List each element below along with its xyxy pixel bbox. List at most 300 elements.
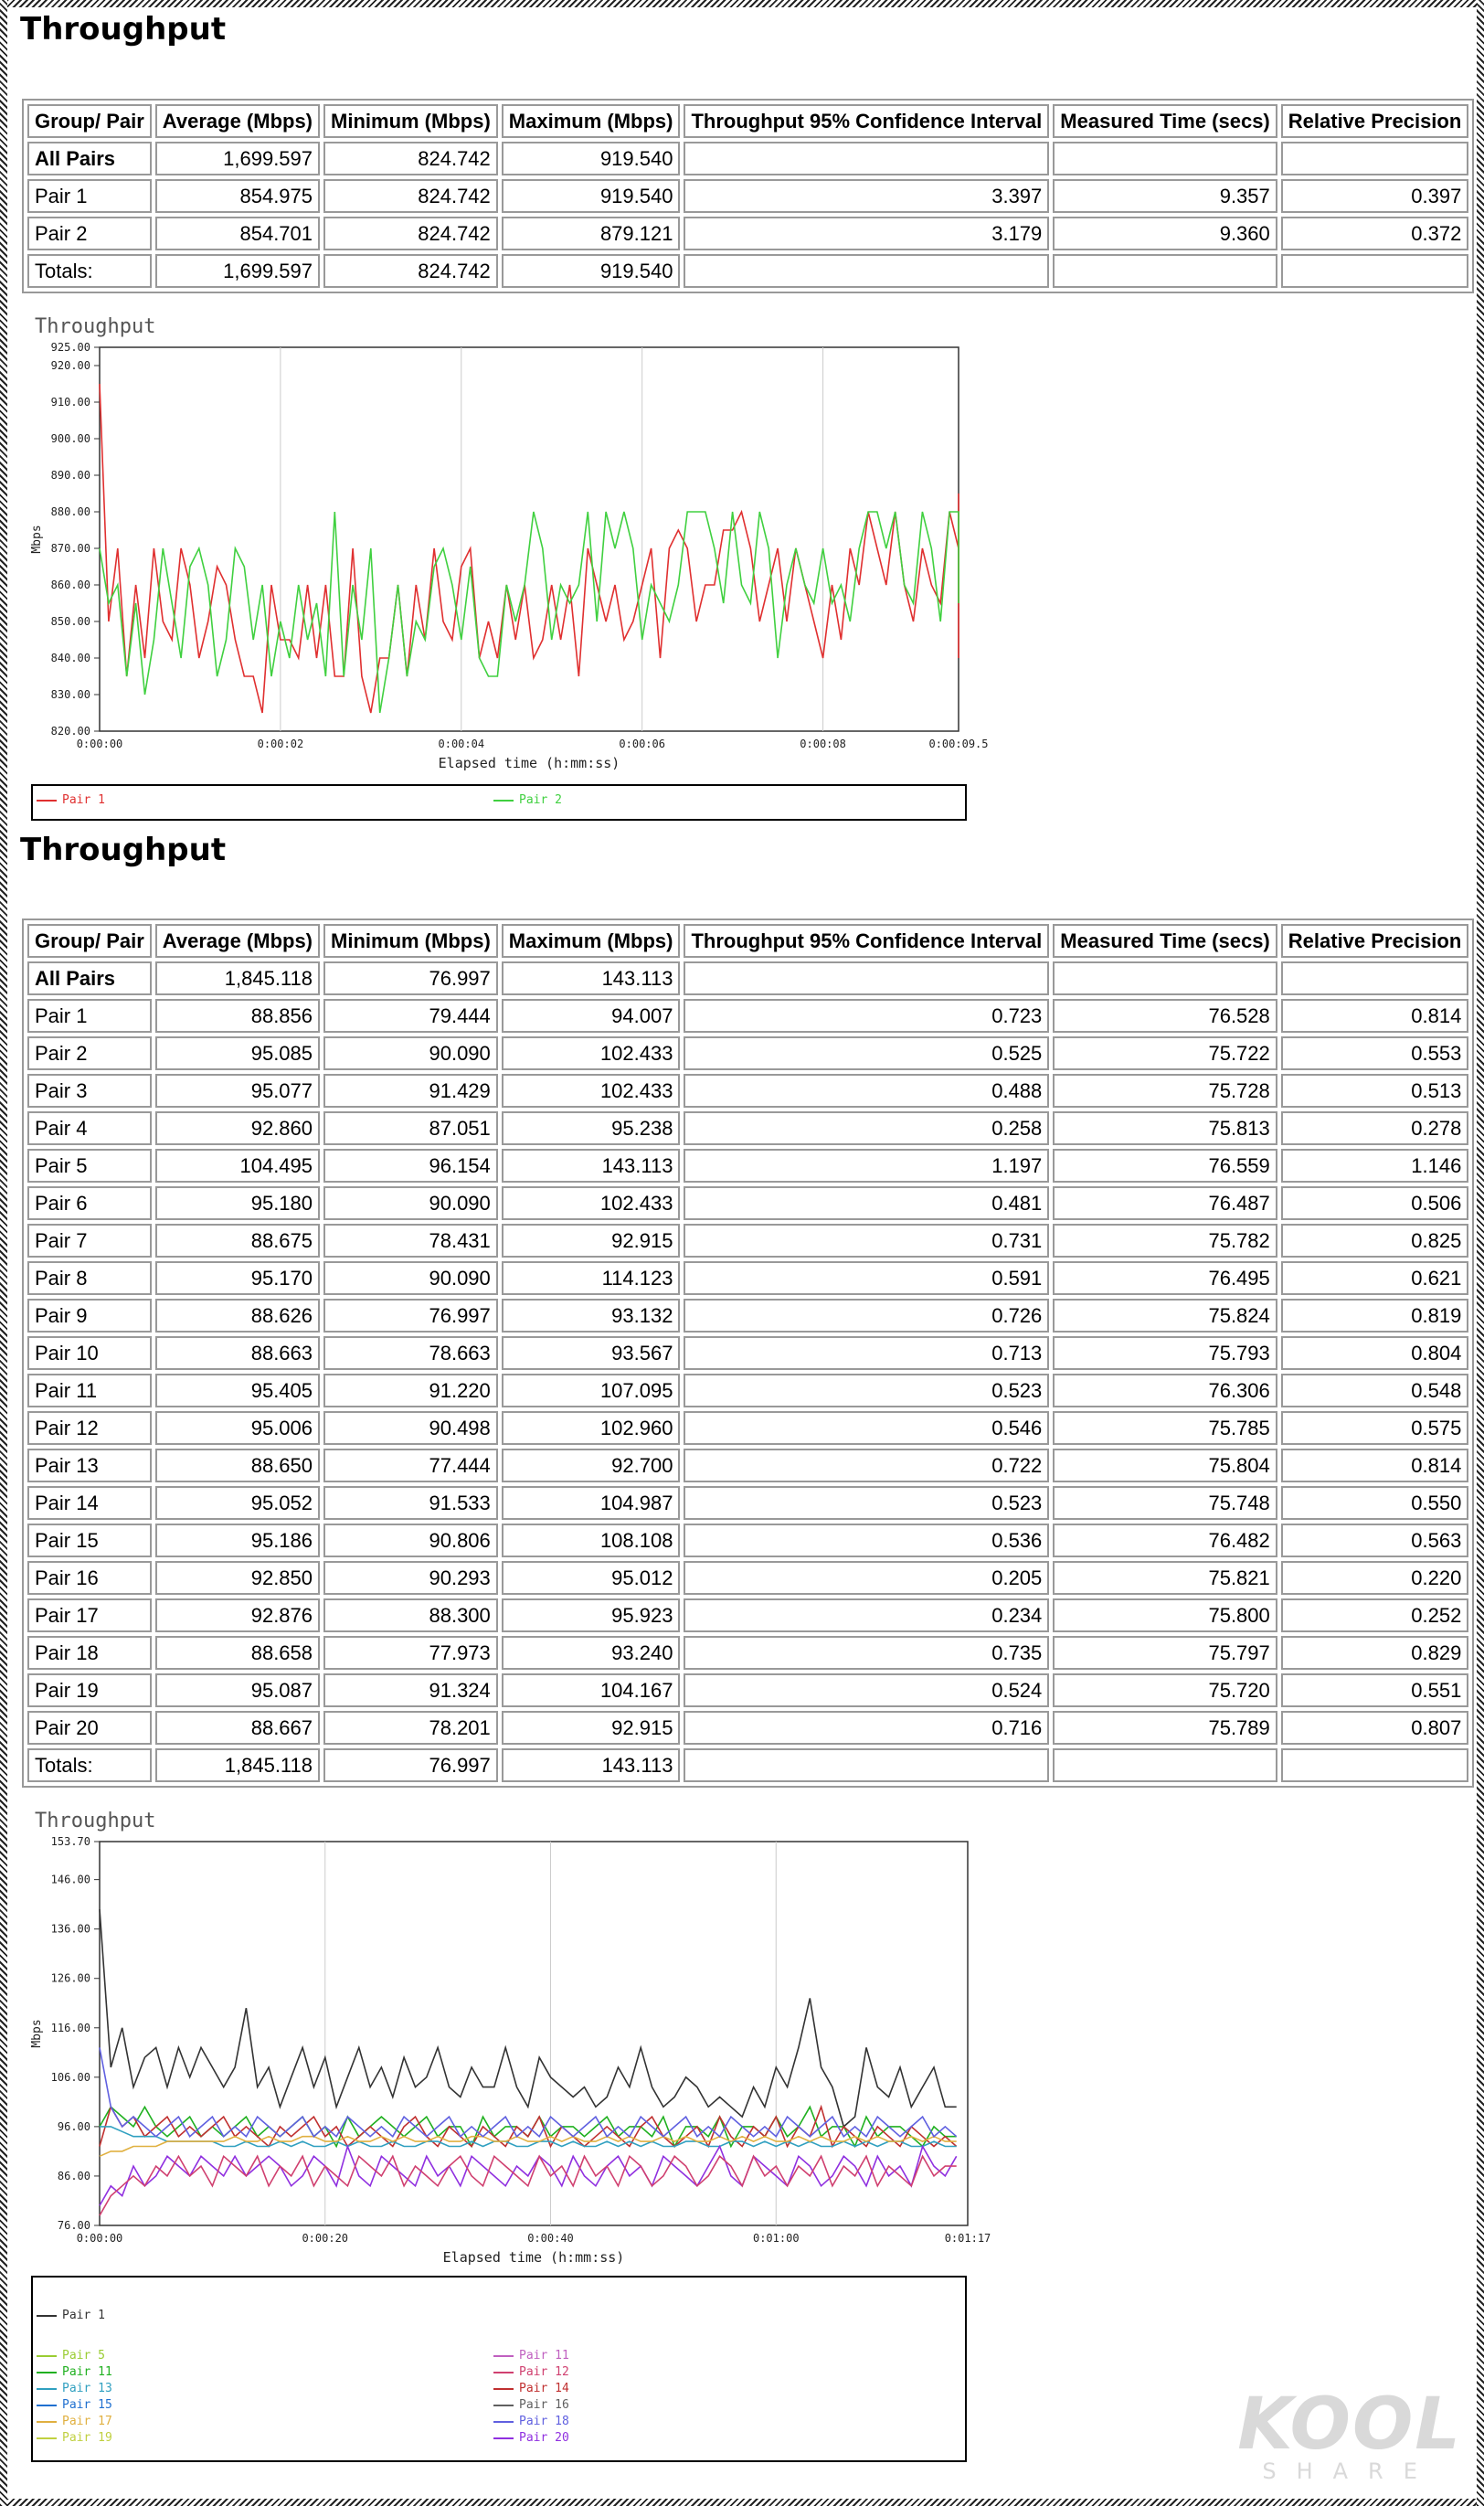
table-cell: Pair 16 xyxy=(27,1561,152,1595)
x-tick-label: 0:00:20 xyxy=(302,2232,349,2245)
table-row xyxy=(27,1186,1468,1220)
legend-label: Pair 11 xyxy=(62,2365,112,2379)
y-tick-label: 920.00 xyxy=(50,359,90,372)
table-cell: 93.240 xyxy=(502,1636,681,1670)
y-tick-label: 900.00 xyxy=(50,432,90,445)
table-cell: 0.553 xyxy=(1281,1036,1469,1070)
legend-swatch xyxy=(493,2421,514,2423)
column-header: Relative Precision xyxy=(1281,104,1469,138)
x-tick-label: 0:00:09.5 xyxy=(928,738,989,750)
x-tick-label: 0:01:00 xyxy=(752,2232,800,2245)
table-cell: 104.495 xyxy=(155,1149,320,1183)
table-row xyxy=(27,1036,1468,1070)
y-tick-label: 116.00 xyxy=(50,2021,90,2034)
table-header-row xyxy=(27,924,1468,958)
legend-swatch xyxy=(493,2355,514,2357)
table-cell: 92.876 xyxy=(155,1598,320,1632)
table-cell: 104.167 xyxy=(502,1673,681,1707)
table-cell: 75.793 xyxy=(1053,1336,1277,1370)
legend-item xyxy=(37,2431,112,2445)
y-tick-label: 146.00 xyxy=(50,1873,90,1886)
legend-item xyxy=(37,2349,105,2363)
table-cell: 75.813 xyxy=(1053,1111,1277,1145)
table-cell: 93.567 xyxy=(502,1336,681,1370)
x-tick-label: 0:00:00 xyxy=(76,2232,123,2245)
table-cell: 0.723 xyxy=(684,999,1049,1033)
column-header: Group/ Pair xyxy=(27,104,152,138)
table-cell: 0.814 xyxy=(1281,1449,1469,1482)
table-cell xyxy=(1053,142,1277,175)
table-cell: 0.575 xyxy=(1281,1411,1469,1445)
legend-label: Pair 15 xyxy=(62,2398,112,2412)
table-cell: Totals: xyxy=(27,1748,152,1782)
table-cell: Pair 19 xyxy=(27,1673,152,1707)
column-header: Measured Time (secs) xyxy=(1053,924,1277,958)
table-row xyxy=(27,1336,1468,1370)
table-cell: 102.433 xyxy=(502,1036,681,1070)
table-cell: 0.524 xyxy=(684,1673,1049,1707)
table-body xyxy=(27,961,1468,1782)
table-cell: 919.540 xyxy=(502,179,681,213)
table-cell: 0.726 xyxy=(684,1299,1049,1333)
legend-item xyxy=(493,2398,569,2412)
table-cell: 95.923 xyxy=(502,1598,681,1632)
chart-1-legend xyxy=(31,784,967,821)
table-cell: Pair 10 xyxy=(27,1336,152,1370)
x-tick-label: 0:00:06 xyxy=(619,738,665,750)
table-cell: 0.713 xyxy=(684,1336,1049,1370)
y-tick-label: 820.00 xyxy=(50,725,90,738)
table-cell: 76.559 xyxy=(1053,1149,1277,1183)
table-cell: 95.186 xyxy=(155,1524,320,1557)
table-cell: 0.548 xyxy=(1281,1374,1469,1407)
legend-label: Pair 5 xyxy=(62,2349,105,2363)
table-cell: 0.481 xyxy=(684,1186,1049,1220)
table-cell: 88.650 xyxy=(155,1449,320,1482)
table-cell: 1.146 xyxy=(1281,1149,1469,1183)
table-cell: 92.915 xyxy=(502,1711,681,1745)
table-cell: 92.700 xyxy=(502,1449,681,1482)
watermark-brand: KOOL xyxy=(1237,2384,1462,2466)
x-tick-label: 0:00:02 xyxy=(257,738,304,750)
table-cell: 0.722 xyxy=(684,1449,1049,1482)
table-cell: 0.591 xyxy=(684,1261,1049,1295)
table-cell: 3.179 xyxy=(684,217,1049,250)
table-cell: 0.825 xyxy=(1281,1224,1469,1258)
table-cell: Pair 18 xyxy=(27,1636,152,1670)
table-cell: 854.975 xyxy=(155,179,320,213)
table-cell xyxy=(1281,254,1469,288)
legend-swatch xyxy=(493,2405,514,2406)
legend-swatch xyxy=(37,2388,57,2390)
legend-item xyxy=(493,2431,569,2445)
section-1-title: Throughput xyxy=(20,11,227,48)
table-cell: 1,845.118 xyxy=(155,1748,320,1782)
table-cell: 95.238 xyxy=(502,1111,681,1145)
table-cell xyxy=(684,961,1049,995)
table-row xyxy=(27,1711,1468,1745)
table-cell xyxy=(1053,254,1277,288)
x-tick-label: 0:00:40 xyxy=(527,2232,574,2245)
y-tick-label: 925.00 xyxy=(50,341,90,354)
table-cell: Pair 5 xyxy=(27,1149,152,1183)
legend-item xyxy=(493,2365,569,2379)
legend-item xyxy=(37,793,105,807)
legend-swatch xyxy=(493,800,514,802)
table-cell: 90.090 xyxy=(323,1261,498,1295)
table-cell: Pair 7 xyxy=(27,1224,152,1258)
table-cell: 90.090 xyxy=(323,1186,498,1220)
table-cell: 854.701 xyxy=(155,217,320,250)
table-row xyxy=(27,179,1468,213)
legend-label: Pair 19 xyxy=(62,2431,112,2445)
table-cell: 95.405 xyxy=(155,1374,320,1407)
table-cell: 0.523 xyxy=(684,1486,1049,1520)
table-cell: 87.051 xyxy=(323,1111,498,1145)
column-header: Group/ Pair xyxy=(27,924,152,958)
table-cell: 90.293 xyxy=(323,1561,498,1595)
table-cell: 0.513 xyxy=(1281,1074,1469,1108)
table-cell: 76.997 xyxy=(323,1299,498,1333)
table-cell: 919.540 xyxy=(502,254,681,288)
table-cell: 88.675 xyxy=(155,1224,320,1258)
x-axis-label: Elapsed time (h:mm:ss) xyxy=(442,2249,625,2266)
table-cell xyxy=(1053,961,1277,995)
legend-item xyxy=(493,2382,569,2395)
table-cell: 104.987 xyxy=(502,1486,681,1520)
table-cell: 79.444 xyxy=(323,999,498,1033)
table-cell: 76.495 xyxy=(1053,1261,1277,1295)
legend-label: Pair 20 xyxy=(519,2431,569,2445)
table-cell: All Pairs xyxy=(27,142,152,175)
table-cell: 0.621 xyxy=(1281,1261,1469,1295)
table-cell: 0.829 xyxy=(1281,1636,1469,1670)
table-cell: 91.324 xyxy=(323,1673,498,1707)
table-cell: Pair 9 xyxy=(27,1299,152,1333)
column-header: Average (Mbps) xyxy=(155,924,320,958)
table-cell: 0.234 xyxy=(684,1598,1049,1632)
table-cell xyxy=(1053,1748,1277,1782)
y-tick-label: 153.70 xyxy=(50,1835,90,1848)
table-cell: 91.533 xyxy=(323,1486,498,1520)
table-cell: Pair 13 xyxy=(27,1449,152,1482)
table-cell: 88.667 xyxy=(155,1711,320,1745)
table-cell: 0.814 xyxy=(1281,999,1469,1033)
legend-label: Pair 13 xyxy=(62,2382,112,2395)
table-cell: 95.087 xyxy=(155,1673,320,1707)
chart-1 xyxy=(22,311,1000,786)
x-tick-label: 0:00:04 xyxy=(438,738,485,750)
table-row xyxy=(27,999,1468,1033)
table-cell: 95.052 xyxy=(155,1486,320,1520)
frame-top-border xyxy=(0,0,1484,7)
table-row xyxy=(27,1411,1468,1445)
legend-item xyxy=(37,2415,112,2428)
table-cell: 75.782 xyxy=(1053,1224,1277,1258)
table-row xyxy=(27,1299,1468,1333)
table-cell: 0.523 xyxy=(684,1374,1049,1407)
table-cell: 143.113 xyxy=(502,1748,681,1782)
table-cell: 102.433 xyxy=(502,1186,681,1220)
chart-2-legend xyxy=(31,2276,967,2462)
table-cell: Pair 2 xyxy=(27,217,152,250)
column-header: Relative Precision xyxy=(1281,924,1469,958)
chart-title: Throughput xyxy=(35,315,156,338)
legend-label: Pair 11 xyxy=(519,2349,569,2363)
table-row xyxy=(27,1224,1468,1258)
table-cell: 75.804 xyxy=(1053,1449,1277,1482)
table-row xyxy=(27,961,1468,995)
y-axis-label: Mbps xyxy=(30,2019,44,2048)
column-header: Throughput 95% Confidence Interval xyxy=(684,924,1049,958)
watermark-logo xyxy=(1237,2384,1462,2484)
table-cell: 77.444 xyxy=(323,1449,498,1482)
legend-swatch xyxy=(37,2372,57,2373)
table-cell: 0.372 xyxy=(1281,217,1469,250)
table-cell: 0.804 xyxy=(1281,1336,1469,1370)
table-row xyxy=(27,1636,1468,1670)
table-cell: 75.748 xyxy=(1053,1486,1277,1520)
legend-item xyxy=(493,2349,569,2363)
table-cell xyxy=(684,142,1049,175)
table-cell xyxy=(684,1748,1049,1782)
table-cell: 102.960 xyxy=(502,1411,681,1445)
table-cell: 0.551 xyxy=(1281,1673,1469,1707)
y-tick-label: 850.00 xyxy=(50,615,90,628)
table-row xyxy=(27,1111,1468,1145)
table-cell: 75.821 xyxy=(1053,1561,1277,1595)
legend-swatch xyxy=(37,2437,57,2439)
table-cell: Pair 4 xyxy=(27,1111,152,1145)
table-cell: 76.528 xyxy=(1053,999,1277,1033)
table-cell: 95.012 xyxy=(502,1561,681,1595)
table-cell: 90.806 xyxy=(323,1524,498,1557)
legend-item xyxy=(37,2309,105,2322)
table-cell: Pair 15 xyxy=(27,1524,152,1557)
table-cell: 93.132 xyxy=(502,1299,681,1333)
table-cell: 91.429 xyxy=(323,1074,498,1108)
y-tick-label: 910.00 xyxy=(50,396,90,409)
legend-swatch xyxy=(493,2388,514,2390)
table-cell: 9.360 xyxy=(1053,217,1277,250)
table-row xyxy=(27,1598,1468,1632)
table-cell: Pair 2 xyxy=(27,1036,152,1070)
table-cell: 92.860 xyxy=(155,1111,320,1145)
table-cell: Pair 1 xyxy=(27,999,152,1033)
table-cell: 76.306 xyxy=(1053,1374,1277,1407)
legend-swatch xyxy=(493,2437,514,2439)
table-cell: 108.108 xyxy=(502,1524,681,1557)
legend-label: Pair 1 xyxy=(62,2309,105,2322)
table-cell: 78.431 xyxy=(323,1224,498,1258)
plot-area xyxy=(100,347,959,731)
table-cell: 102.433 xyxy=(502,1074,681,1108)
table-cell: 0.205 xyxy=(684,1561,1049,1595)
table-row xyxy=(27,1748,1468,1782)
table-cell: 88.663 xyxy=(155,1336,320,1370)
table-row xyxy=(27,1486,1468,1520)
column-header: Average (Mbps) xyxy=(155,104,320,138)
table-cell: 75.720 xyxy=(1053,1673,1277,1707)
table-cell: 75.789 xyxy=(1053,1711,1277,1745)
table-cell: 0.220 xyxy=(1281,1561,1469,1595)
table-cell: 9.357 xyxy=(1053,179,1277,213)
column-header: Maximum (Mbps) xyxy=(502,104,681,138)
table-cell: 95.170 xyxy=(155,1261,320,1295)
table-cell: 107.095 xyxy=(502,1374,681,1407)
table-cell: Pair 3 xyxy=(27,1074,152,1108)
legend-label: Pair 18 xyxy=(519,2415,569,2428)
y-tick-label: 890.00 xyxy=(50,469,90,482)
table-cell: 143.113 xyxy=(502,961,681,995)
table-cell: 0.278 xyxy=(1281,1111,1469,1145)
table-cell: 919.540 xyxy=(502,142,681,175)
table-cell: 0.807 xyxy=(1281,1711,1469,1745)
frame-bottom-border xyxy=(0,2499,1484,2506)
table-cell: 1,699.597 xyxy=(155,254,320,288)
legend-swatch xyxy=(37,2355,57,2357)
legend-label: Pair 12 xyxy=(519,2365,569,2379)
table-cell: 78.201 xyxy=(323,1711,498,1745)
chart-2 xyxy=(22,1805,1000,2280)
table-cell: 88.856 xyxy=(155,999,320,1033)
table-cell: 76.997 xyxy=(323,1748,498,1782)
y-tick-label: 96.00 xyxy=(57,2119,90,2133)
table-row xyxy=(27,1149,1468,1183)
table-cell: 3.397 xyxy=(684,179,1049,213)
table-cell: 92.850 xyxy=(155,1561,320,1595)
table-cell: 75.785 xyxy=(1053,1411,1277,1445)
table-cell: 824.742 xyxy=(323,254,498,288)
y-tick-label: 830.00 xyxy=(50,688,90,701)
table-row xyxy=(27,217,1468,250)
table-cell: 0.546 xyxy=(684,1411,1049,1445)
table-cell: 0.525 xyxy=(684,1036,1049,1070)
x-axis-label: Elapsed time (h:mm:ss) xyxy=(438,755,620,771)
table-cell: 92.915 xyxy=(502,1224,681,1258)
table-cell: All Pairs xyxy=(27,961,152,995)
table-cell: 75.722 xyxy=(1053,1036,1277,1070)
table-row xyxy=(27,142,1468,175)
x-tick-label: 0:01:17 xyxy=(944,2232,991,2245)
table-row xyxy=(27,1374,1468,1407)
watermark-sub: SHARE xyxy=(1262,2458,1437,2484)
table-cell: 75.800 xyxy=(1053,1598,1277,1632)
table-row xyxy=(27,254,1468,288)
table-row xyxy=(27,1261,1468,1295)
table-cell: 824.742 xyxy=(323,179,498,213)
table-cell: 0.563 xyxy=(1281,1524,1469,1557)
table-row xyxy=(27,1673,1468,1707)
results-table-1 xyxy=(22,99,1474,293)
table-cell: 96.154 xyxy=(323,1149,498,1183)
table-cell: 143.113 xyxy=(502,1149,681,1183)
table-cell: 90.090 xyxy=(323,1036,498,1070)
column-header: Maximum (Mbps) xyxy=(502,924,681,958)
table-cell: Totals: xyxy=(27,254,152,288)
legend-swatch xyxy=(37,800,57,802)
legend-item xyxy=(37,2382,112,2395)
table-cell: 76.482 xyxy=(1053,1524,1277,1557)
table-header-row xyxy=(27,104,1468,138)
table-cell: 1,699.597 xyxy=(155,142,320,175)
y-tick-label: 870.00 xyxy=(50,542,90,555)
y-axis-label: Mbps xyxy=(30,525,44,554)
table-cell: Pair 1 xyxy=(27,179,152,213)
table-cell: 75.824 xyxy=(1053,1299,1277,1333)
legend-item xyxy=(37,2365,112,2379)
y-tick-label: 136.00 xyxy=(50,1922,90,1936)
legend-label: Pair 16 xyxy=(519,2398,569,2412)
y-tick-label: 126.00 xyxy=(50,1971,90,1985)
table-cell: Pair 11 xyxy=(27,1374,152,1407)
table-cell: 0.716 xyxy=(684,1711,1049,1745)
y-tick-label: 840.00 xyxy=(50,652,90,664)
legend-swatch xyxy=(37,2315,57,2317)
y-tick-label: 860.00 xyxy=(50,579,90,591)
table-cell: 0.252 xyxy=(1281,1598,1469,1632)
table-cell: 76.487 xyxy=(1053,1186,1277,1220)
column-header: Throughput 95% Confidence Interval xyxy=(684,104,1049,138)
table-cell: Pair 8 xyxy=(27,1261,152,1295)
frame-right-border xyxy=(1477,0,1484,2506)
table-row xyxy=(27,1524,1468,1557)
table-cell: 94.007 xyxy=(502,999,681,1033)
table-row xyxy=(27,1561,1468,1595)
legend-label: Pair 17 xyxy=(62,2415,112,2428)
legend-swatch xyxy=(493,2372,514,2373)
table-cell: Pair 17 xyxy=(27,1598,152,1632)
table-cell: 76.997 xyxy=(323,961,498,995)
legend-swatch xyxy=(37,2405,57,2406)
table-cell: 95.077 xyxy=(155,1074,320,1108)
table-cell: 824.742 xyxy=(323,142,498,175)
table-cell: Pair 20 xyxy=(27,1711,152,1745)
table-cell xyxy=(684,254,1049,288)
table-cell: 88.626 xyxy=(155,1299,320,1333)
table-cell: 0.731 xyxy=(684,1224,1049,1258)
chart-1-svg xyxy=(22,311,1000,786)
legend-label: Pair 2 xyxy=(519,793,562,807)
legend-swatch xyxy=(37,2421,57,2423)
table-cell: 0.536 xyxy=(684,1524,1049,1557)
section-2-title: Throughput xyxy=(20,832,227,868)
x-tick-label: 0:00:00 xyxy=(76,738,123,750)
table-cell: 1,845.118 xyxy=(155,961,320,995)
table-row xyxy=(27,1074,1468,1108)
table-cell xyxy=(1281,142,1469,175)
table-cell: 0.397 xyxy=(1281,179,1469,213)
table-cell: 77.973 xyxy=(323,1636,498,1670)
table-cell: 0.819 xyxy=(1281,1299,1469,1333)
results-table-2 xyxy=(22,919,1474,1788)
table-cell: 0.506 xyxy=(1281,1186,1469,1220)
table-cell: 88.300 xyxy=(323,1598,498,1632)
column-header: Measured Time (secs) xyxy=(1053,104,1277,138)
table-cell: 879.121 xyxy=(502,217,681,250)
table-body xyxy=(27,142,1468,288)
y-tick-label: 880.00 xyxy=(50,505,90,518)
table-cell: 0.488 xyxy=(684,1074,1049,1108)
legend-label: Pair 14 xyxy=(519,2382,569,2395)
table-cell: 114.123 xyxy=(502,1261,681,1295)
table-cell: 0.735 xyxy=(684,1636,1049,1670)
table-cell: 824.742 xyxy=(323,217,498,250)
legend-item xyxy=(37,2398,112,2412)
table-cell: Pair 12 xyxy=(27,1411,152,1445)
chart-2-svg xyxy=(22,1805,1000,2280)
y-tick-label: 76.00 xyxy=(57,2219,90,2232)
